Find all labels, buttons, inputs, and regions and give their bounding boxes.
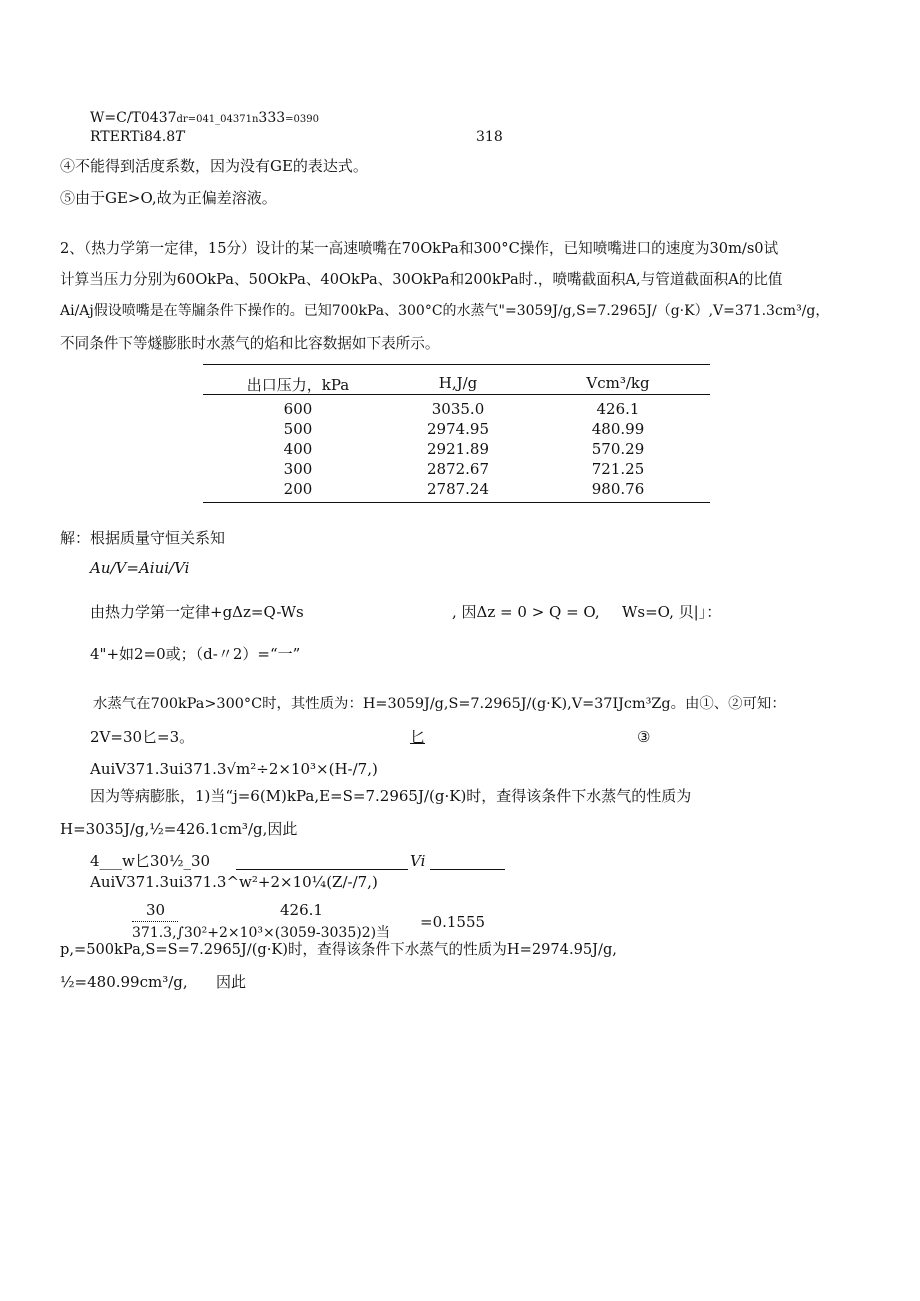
table-cell: 300	[283, 460, 313, 478]
problem-line-3: Ai/Aj假设喷嘴是在等牖条件下操作的。已知700kPa、300°C的水蒸气"=3059J∕g,S=7.2965J∕（g·K）,V=371.3cm³∕g，	[60, 303, 830, 319]
fraction-numerator-left: 30	[146, 901, 166, 919]
formula-tail-sub: =0390	[285, 114, 319, 125]
formula-line-2	[90, 129, 184, 146]
table-header-rule	[203, 394, 710, 395]
equation-6-vi: Vi	[410, 852, 426, 870]
solution-intro: 解：根据质量守恒关系知	[60, 529, 226, 547]
case-2-volume: ½=480.99cm³/g,	[60, 973, 188, 991]
equation-6: 4___w匕30½_30	[90, 852, 211, 870]
table-cell: 721.25	[591, 460, 645, 478]
equation-first-law-condition: , 因Δz = 0 > Q = O,	[452, 603, 600, 621]
table-cell: 426.1	[596, 400, 640, 418]
formula-line-1	[90, 110, 319, 127]
point-4: ④不能得到活度系数，因为没有GE的表达式。	[60, 157, 368, 175]
table-cell: 570.29	[591, 440, 645, 458]
equation-3: 4"+如2=0或；（d-〃2）=“一”	[90, 645, 301, 663]
fraction-result: =0.1555	[420, 913, 486, 931]
table-bottom-rule	[203, 502, 710, 503]
equation-4-label: ③	[637, 728, 651, 746]
fraction-numerator-right: 426.1	[280, 901, 323, 919]
table-cell: 400	[283, 440, 313, 458]
table-cell: 2921.89	[426, 440, 490, 458]
case-1-statement: 因为等病膨胀，1)当“j=6(M)kPa,E=S=7.2965J∕(g·K)时，查得该条件下水蒸气的性质为	[90, 787, 692, 805]
formula-line2-text: RTERTi84.8	[90, 129, 176, 145]
table-top-rule	[203, 364, 710, 365]
equation-first-law-result: Ws=O, 贝|」：	[622, 603, 722, 621]
formula-line2-right: 318	[476, 129, 503, 145]
equation-6-underline-right	[430, 869, 505, 870]
table-cell: 2872.67	[426, 460, 490, 478]
steam-properties-statement: 水蒸气在700kPa>300°C时，其性质为：H=3059J∕g,S=7.2965J∕(g·K),V=37IJcm³Zg。由①、②可知：	[93, 696, 786, 712]
problem-line-4: 不同条件下等燧膨胀时水蒸气的焰和比容数据如下表所示。	[60, 335, 440, 352]
table-cell: 480.99	[591, 420, 645, 438]
table-header-volume: Vcm³/kg	[586, 374, 650, 392]
table-cell: 2974.95	[426, 420, 490, 438]
formula-sub: dr=041_04371n	[176, 114, 259, 125]
equation-6-underline	[236, 869, 408, 870]
problem-line-1: 2、（热力学第一定律，15分）设计的某一高速喷嘴在70OkPa和300°C操作，已知喷嘴进口的速度为30m∕s0试	[60, 240, 779, 257]
table-cell: 200	[283, 480, 313, 498]
equation-4: 2V=30匕=3。	[90, 728, 195, 746]
table-cell: 2787.24	[426, 480, 490, 498]
equation-7: AuiV371.3ui371.3^w²+2×10¼(Z/-/7,)	[90, 873, 378, 891]
formula-tail: 333	[258, 110, 286, 126]
table-header-enthalpy: H,J/g	[438, 374, 478, 392]
equation-5: AuiV371.3ui371.3√m²÷2×10³×(H-∕7,)	[90, 760, 378, 778]
table-cell: 600	[283, 400, 313, 418]
formula-line2-italic: T	[175, 129, 185, 145]
case-2-therefore: 因此	[216, 973, 247, 991]
table-cell: 3035.0	[431, 400, 485, 418]
equation-4-symbol: 匕	[410, 728, 426, 746]
equation-mass-balance: Au/V=Aiui/Vi	[90, 559, 190, 577]
fraction-bar	[132, 921, 178, 922]
problem-line-2: 计算当压力分别为60OkPa、50OkPa、40OkPa、30OkPa和200kPa时.，喷嘴截面积A,与管道截面积A的比值	[60, 271, 783, 288]
table-cell: 500	[283, 420, 313, 438]
table-header-pressure: 出口压力，kPa	[246, 376, 350, 394]
formula-main: W=C/T0437	[90, 110, 177, 126]
fraction-denominator: 371.3,∫30²+2×10³×(3059-3035)2)当	[132, 925, 391, 941]
point-5: ⑤由于GE>O,故为正偏差溶液。	[60, 189, 277, 207]
case-2-statement: p,=500kPa,S=S=7.2965J∕(g·K)时，查得该条件下水蒸气的性质为H=2974.95J∕g,	[60, 941, 617, 958]
equation-first-law: 由热力学第一定律+gΔz=Q-Ws	[90, 603, 304, 621]
case-1-result: H=3035J∕g,½=426.1cm³∕g,因此	[60, 820, 298, 838]
table-cell: 980.76	[591, 480, 645, 498]
